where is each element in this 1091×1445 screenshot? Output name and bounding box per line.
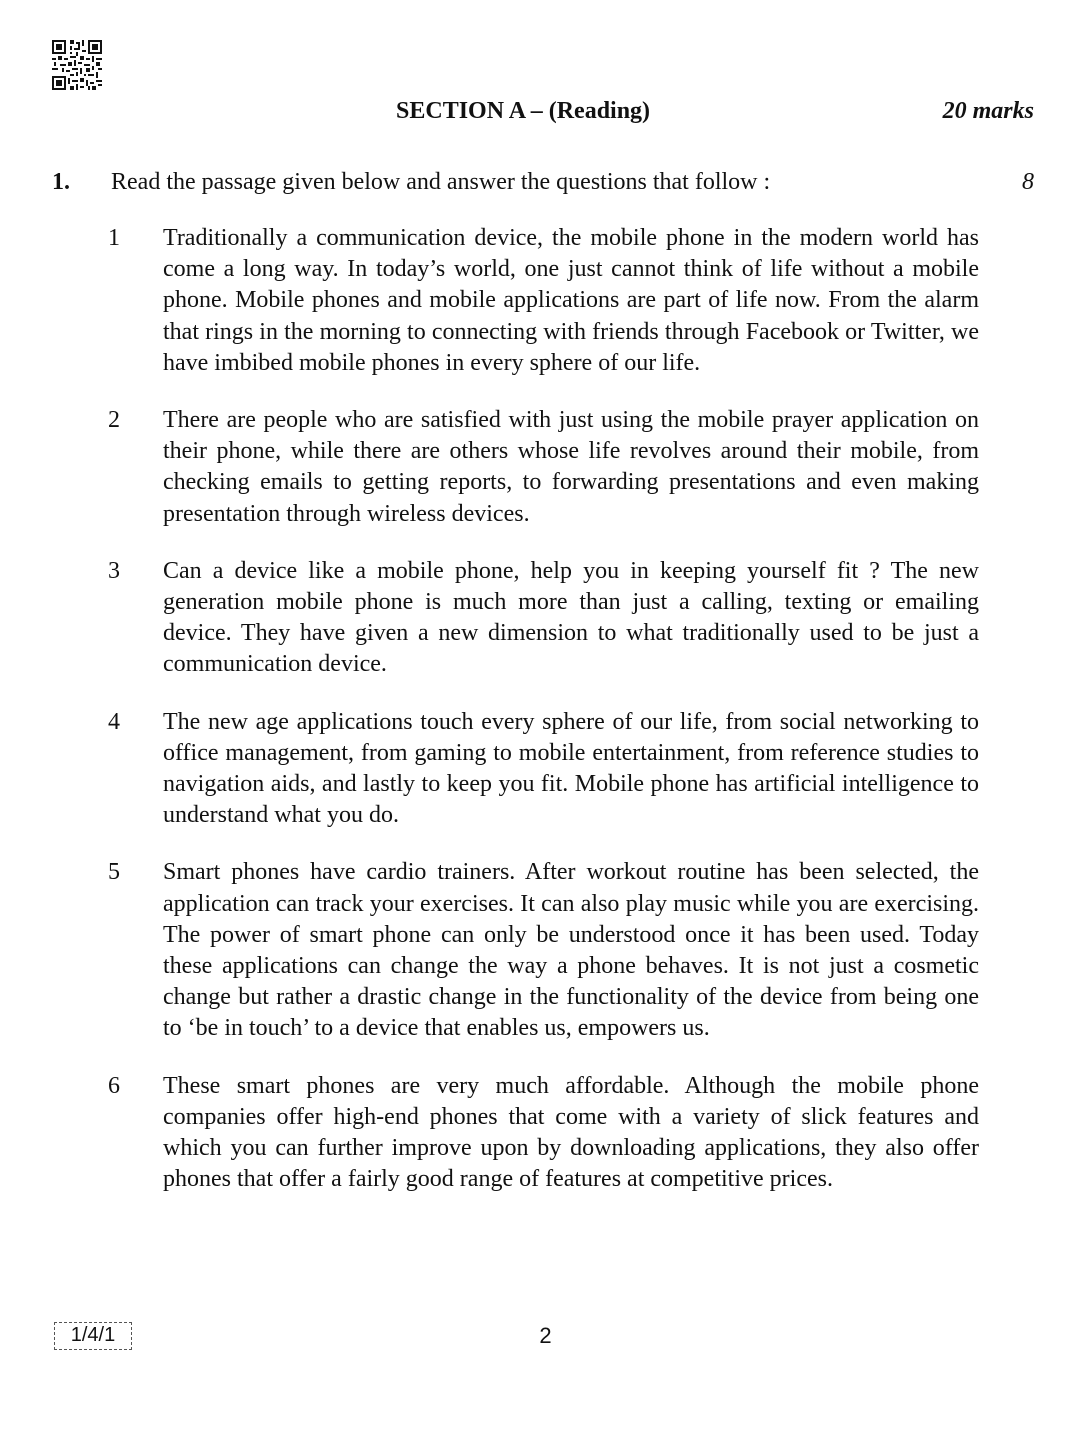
section-title: SECTION A – (Reading) <box>396 98 651 124</box>
question-marks: 8 <box>1022 169 1034 195</box>
paragraph-text: There are people who are satisfied with just using the mobile prayer application on their phone, while there are others whose life revolves around their mobile, from checking emails to getting reports, to forwarding presentations and even making presentation through wireless devices. <box>163 407 979 527</box>
passage-paragraph-3 <box>0 556 1091 681</box>
section-marks: 20 marks <box>942 98 1034 124</box>
question-1 <box>0 167 1091 198</box>
paragraph-number: 5 <box>108 859 120 886</box>
paragraph-text: The new age applications touch every sphere of our life, from social networking to office management, from gaming to mobile entertainment, from reference studies to navigation aids, and lastly to keep you fit. Mobile phone has artificial intelligence to understand what you do. <box>163 708 979 829</box>
question-text: Read the passage given below and answer the questions that follow : <box>111 169 771 195</box>
paragraph-number: 3 <box>108 557 120 584</box>
paragraph-number: 4 <box>108 708 120 735</box>
paragraph-text: Can a device like a mobile phone, help you in keeping yourself fit ? The new generation mobile phone is much more than just a calling, texting or emailing device. They have given a new dimension to what traditionally used to be just a communication device. <box>163 557 979 678</box>
passage-paragraph-2 <box>0 405 1091 530</box>
paragraph-text: Smart phones have cardio trainers. After workout routine has been selected, the application can track your exercises. It can also play music while you are exercising. The power of smart phone can only be understood once it has been used. Today these applications can change the way a phone behaves. It is not just a cosmetic change but rather a drastic change in the functionality of the device from being one to ‘be in touch’ to a device that enables us, empowers us. <box>163 859 979 1042</box>
paragraph-number: 2 <box>108 407 120 434</box>
paragraph-text: Traditionally a communication device, the mobile phone in the modern world has come a long way. In today’s world, one just cannot think of life without a mobile phone. Mobile phones and mobile applications are part of life now. From the alarm that rings in the morning to connecting with friends through Facebook or Twitter, we have imbibed mobile phones in every sphere of our life. <box>163 225 979 376</box>
paper-code-box: 1/4/1 <box>54 1322 132 1350</box>
page-number: 2 <box>539 1323 552 1348</box>
section-heading <box>0 96 1091 126</box>
paragraph-text: These smart phones are very much affordable. Although the mobile phone companies offer high-end phones that come with a variety of slick features and which you can further improve upon by downloading applications, they also offer phones that offer a fairly good range of features at competitive prices. <box>163 1072 979 1193</box>
passage-paragraph-4 <box>0 707 1091 832</box>
passage-paragraph-6 <box>0 1071 1091 1196</box>
reading-passage <box>0 223 1091 1221</box>
question-number: 1. <box>52 169 70 195</box>
paragraph-number: 1 <box>108 225 120 251</box>
passage-paragraph-1 <box>0 223 1091 379</box>
passage-paragraph-5 <box>0 857 1091 1044</box>
paragraph-number: 6 <box>108 1072 120 1099</box>
qr-code-icon <box>52 40 102 90</box>
